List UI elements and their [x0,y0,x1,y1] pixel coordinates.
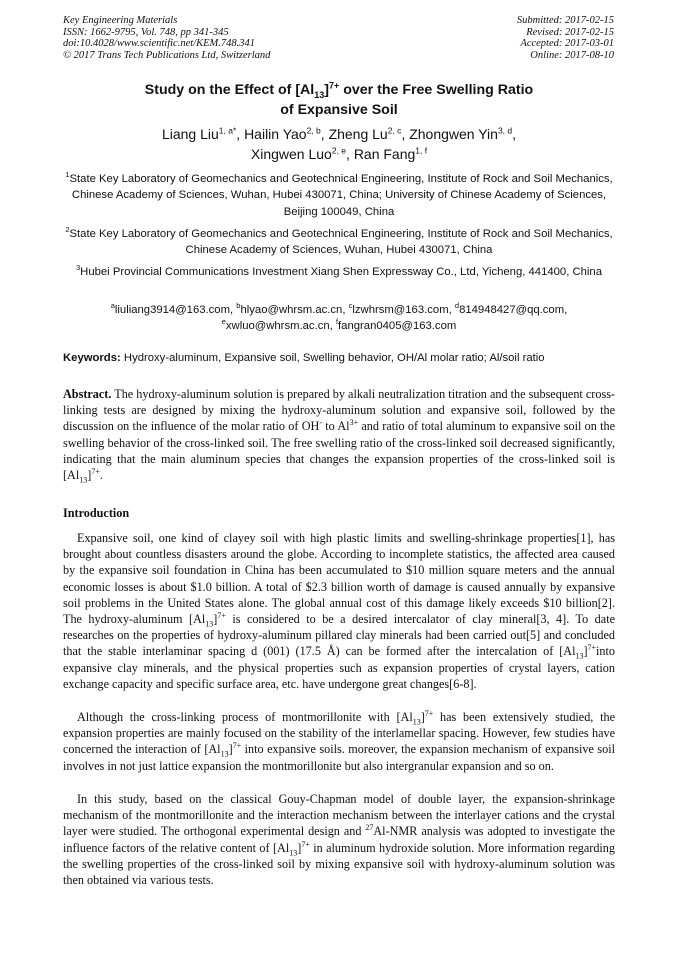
journal-name: Key Engineering Materials [63,15,178,26]
email-link: fangran0405@163.com [338,320,457,332]
author: Ran Fang [353,146,416,162]
email-link: xwluo@whrsm.ac.cn [225,320,330,332]
section-heading-introduction: Introduction [63,506,130,520]
abstract: Abstract. The hydroxy-aluminum solution is prepared by alkali neutralization titration and the subsequent cross-linking tests are designed by mixing the hydroxy-aluminum solution and expansive soil, followed by the discussion on the influence of the molar ratio of OH- to $Al^{3+}$ and ratio of total aluminum to expansive soil on the swelling behavior of the cross-linked soil. The free swelling ratio of the cross-linked soil decreased significantly, indicating that the main aluminum species that changes the expansion properties of the cross-linked soil is $[Al_{13}]^{7+}$. [63,387,616,485]
keywords: Keywords: Hydroxy-aluminum, Expansive soil, Swelling behavior, OH/Al molar ratio; Al/soil ratio [63,352,545,364]
intro-paragraph-1: Expansive soil, one kind of clayey soil with high plastic limits and swelling-shrinkage properties[1], has brought about countless disasters around the globe. According to incomplete statistics, the affected area caused by the expansive soil foundation in China has been accumulated to $10 million square meters and the annual economic losses is about $1.0 billion. A total of $2.3 billion worth of damage is caused annually by expansive soil problems in the United States alone. The global annual cost of this damage likely exceeds $10 billion[2]. The hydroxy-aluminum $[Al_{13}]^{7+}$ is considered to be a desired intercalator of clay mineral[3, 4]. To date researches on the properties of hydroxy-aluminum pillared clay minerals had been carried out[5] and concluded that the stable interlaminar spacing d (001) (17.5 Å) can be formed after the intercalation of $[Al_{13}]^{7+}into$ expansive clay minerals, and the physical properties such as expansion properties of crystal layers, cation exchange capacity and specific surface area, etc. have undergone great changes[6-8]. [63,531,615,691]
issn-line: ISSN: 1662-9795, Vol. 748, pp 341-345 [63,26,229,38]
submission-dates [517,15,614,61]
revised-date: Revised: 2017-02-15 [526,26,614,38]
submitted-date: Submitted: 2017-02-15 [516,15,614,26]
doi-line: doi:10.4028/www.scientific.net/KEM.748.341 [63,38,255,50]
affiliation-2: $^2$State Key Laboratory of Geomechanics and Geotechnical Engineering, Institute of Rock and Soil Mechanics, Chinese Academy of Sciences, Wuhan, Hubei 430071, China [65,225,613,257]
email-link: lzwhrsm@163.com [352,304,449,316]
author-list: Liang Liu$^{1, a*}$, Hailin Yao$^{2, b}$, Zheng Lu$^{2, c}$, Zhongwen Yin$^{3, d}$, Xingwen Luo$^{2, e}$, Ran Fang$^{1, f}$ [161,125,517,162]
intro-paragraph-3: In this study, based on the classical Gouy-Chapman model of double layer, the expansion-shrinkage mechanism of the montmorillonite and the interaction mechanism between the interlayer cations and the crystal layer were studied. The orthogonal experimental design and $^{27}$Al-NMR analysis was adopted to investigate the influence factors of the relative content of $[Al_{13}]^{7+}$ in aluminum hydroxide solution. More information regarding the swelling properties of the cross-linked soil by mixing expansive soil with hydroxy-aluminum solution was then obtained via various tests. [63,792,615,888]
abstract-label: Abstract. [63,387,112,401]
affiliation-3: $^3$Hubei Provincial Communications Investment Xiang Shen Expressway Co., Ltd, Yicheng, 441400, China [76,263,602,278]
accepted-date: Accepted: 2017-03-01 [520,38,614,50]
copyright-line: © 2017 Trans Tech Publications Ltd, Switzerland [63,49,271,61]
author: Zheng Lu [328,126,388,142]
email-link: liuliang3914@163.com [114,304,231,316]
paper-title: Study on the Effect of $[Al_{13}]^{7+}$ over the Free Swelling Ratio of Expansive Soil [144,80,534,118]
author: Liang Liu [161,126,219,142]
email-link: hlyao@whrsm.ac.cn [240,304,343,316]
author: Xingwen Luo [250,146,332,162]
affiliation-1: $^1$State Key Laboratory of Geomechanics and Geotechnical Engineering, Institute of Rock and Soil Mechanics, Chinese Academy of Sciences, Wuhan, Hubei 430071, China; University of Chinese Academy of Sciences, Beijing 100049, China [65,170,613,218]
online-date: Online: 2017-08-10 [530,49,614,61]
author-emails: $^a$liuliang3914@163.com, $^b$hlyao@whrsm.ac.cn, $^c$lzwhrsm@163.com, $^d$814948427@qq.com, $^e$xwluo@whrsm.ac.cn, $^f$fangran0405@163.com [110,301,568,332]
intro-paragraph-2: Although the cross-linking process of montmorillonite with $[Al_{13}]^{7+}$ has been extensively studied, the expansion properties are mainly focused on the stability of the interlamellar spacing. However, few studies have concerned the interaction of $[Al_{13}]^{7+}$ into expansive soils. moreover, the expansion mechanism of expansive soil involves in not just lattice expansion the montmorillonite but also intergranular expansion and so on. [63,708,615,773]
email-link: 814948427@qq.com [459,304,565,316]
author: Hailin Yao [244,126,307,142]
journal-info [63,15,270,61]
author: Zhongwen Yin [409,126,498,142]
